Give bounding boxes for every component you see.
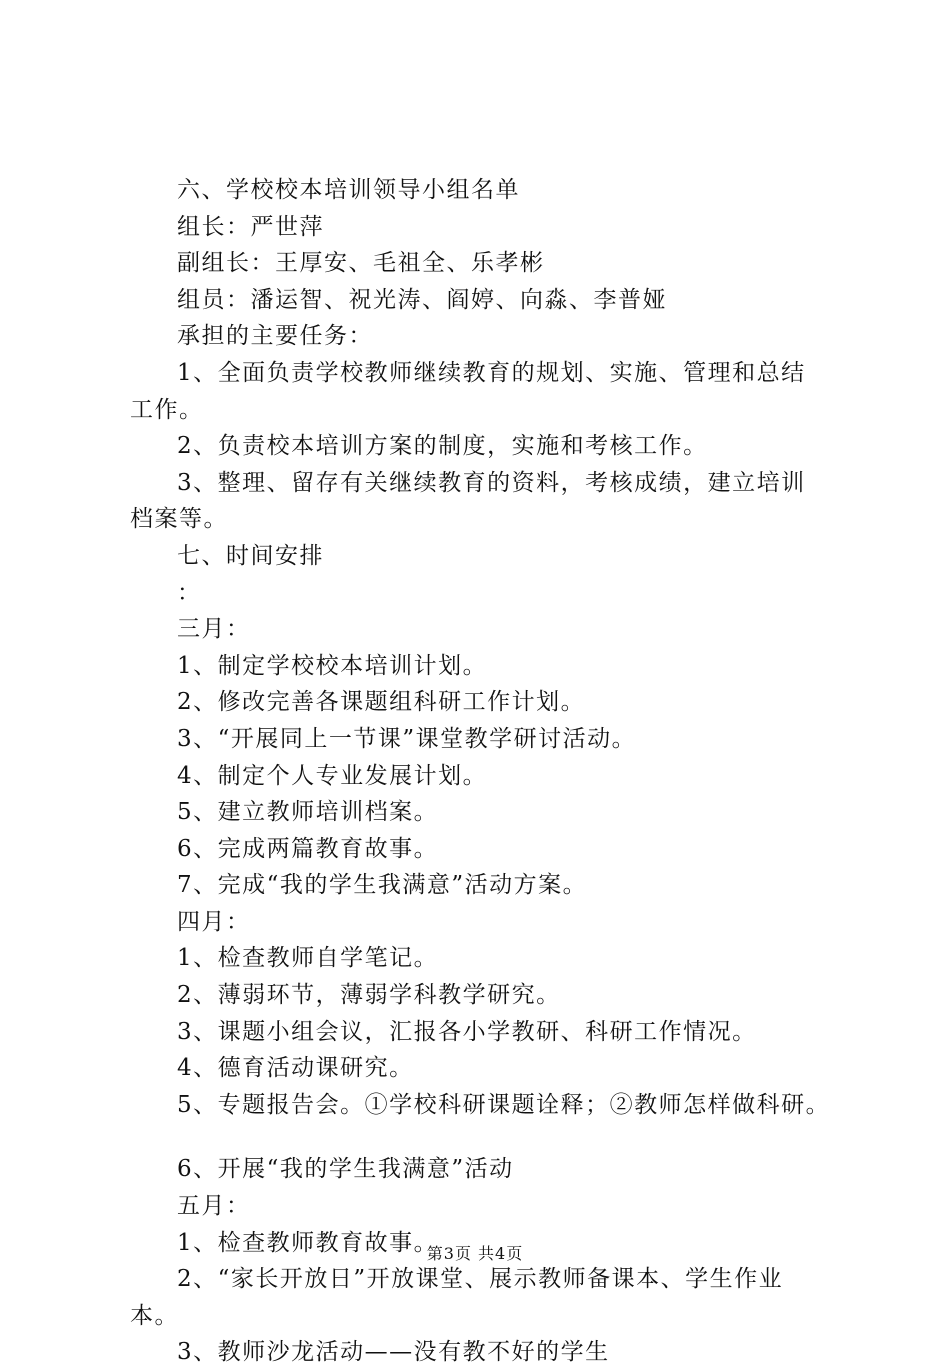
text-line: 1、全面负责学校教师继续教育的规划、实施、管理和总结: [177, 359, 806, 386]
page-number-footer: 第3页 共4页: [426, 1244, 524, 1263]
text-line-continuation: 工作。: [130, 396, 204, 423]
list-item: 7、完成“我的学生我满意”活动方案。: [177, 872, 588, 899]
list-item: 1、检查教师教育故事。: [177, 1229, 439, 1256]
list-item: 6、完成两篇教育故事。: [177, 835, 439, 862]
list-item: 2、薄弱环节，薄弱学科教学研究。: [177, 982, 561, 1009]
list-item: 4、德育活动课研究。: [177, 1055, 414, 1082]
list-item: 1、制定学校校本培训计划。: [177, 652, 488, 679]
paragraph-gap: [130, 1123, 850, 1151]
text-line: 副组长：王厚安、毛祖全、乐孝彬: [177, 250, 545, 277]
text-line: 承担的主要任务：: [177, 323, 373, 350]
list-item: 1、检查教师自学笔记。: [177, 945, 439, 972]
document-body: [130, 172, 850, 1371]
list-item: 5、建立教师培训档案。: [177, 799, 439, 826]
text-line: 组长：严世萍: [177, 213, 324, 240]
list-item: 3、“开展同上一节课”课堂教学研讨活动。: [177, 725, 637, 752]
month-heading-april: 四月：: [177, 908, 251, 935]
text-line: ：: [177, 579, 202, 606]
section-heading-schedule: 七、时间安排: [177, 542, 324, 569]
text-line-continuation: 本。: [130, 1302, 179, 1329]
month-heading-march: 三月：: [177, 616, 251, 643]
text-line-continuation: 档案等。: [130, 506, 228, 533]
list-item: 6、开展“我的学生我满意”活动: [177, 1156, 514, 1183]
list-item: 2、“家长开放日”开放课堂、展示教师备课本、学生作业: [177, 1266, 784, 1293]
list-item: 3、课题小组会议，汇报各小学教研、科研工作情况。: [177, 1018, 757, 1045]
text-line: 组员：潘运智、祝光涛、阎婷、向淼、李普娅: [177, 286, 667, 313]
list-item: 3、教师沙龙活动——没有教不好的学生: [177, 1339, 610, 1366]
section-heading-leadership: 六、学校校本培训领导小组名单: [177, 177, 520, 203]
month-heading-may: 五月：: [177, 1193, 251, 1220]
list-item: 2、修改完善各课题组科研工作计划。: [177, 689, 586, 716]
list-item: 4、制定个人专业发展计划。: [177, 762, 488, 789]
text-line: 3、整理、留存有关继续教育的资料，考核成绩，建立培训: [177, 469, 806, 496]
text-line: 2、负责校本培训方案的制度，实施和考核工作。: [177, 433, 708, 460]
list-item: 5、专题报告会。①学校科研课题诠释；②教师怎样做科研。: [177, 1091, 831, 1118]
